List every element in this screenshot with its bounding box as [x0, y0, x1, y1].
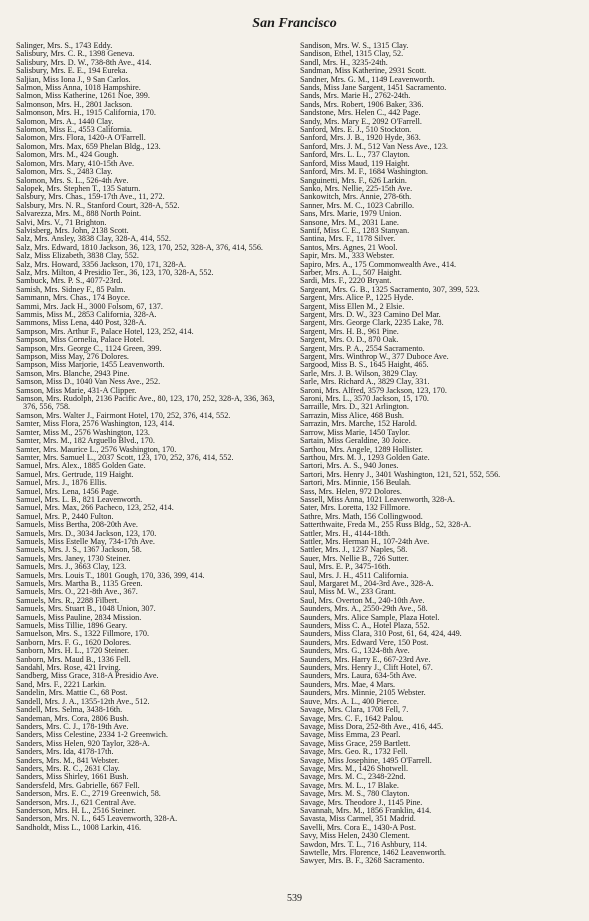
directory-entry: Samter, Mrs. Maurice L., 2576 Washington, 170. — [16, 445, 177, 454]
directory-entry: Samuel, Mrs. Max, 266 Pacheco, 123, 252, 414. — [16, 504, 174, 513]
directory-entry: Savage, Mrs. Geo. R., 1732 Fell. — [300, 748, 408, 757]
directory-entry: Sarrow, Miss Marie, 1450 Taylor. — [300, 428, 410, 437]
directory-entry: Sanders, Mrs. R. C., 2631 Clay. — [16, 764, 120, 773]
directory-entry: Samuels, Miss Tillie, 1896 Geary. — [16, 622, 128, 631]
directory-entry: Sarber, Mrs. A. L., 507 Haight. — [300, 268, 402, 277]
directory-entry: Saunders, Mrs. Alice Sample, Plaza Hotel. — [300, 613, 440, 622]
directory-entry: Sands, Mrs. Marie H., 2762-24th. — [300, 92, 411, 101]
directory-entry: Samuels, Mrs. Louis T., 1801 Gough, 170, 336, 399, 414. — [16, 571, 205, 580]
directory-entry: Salmonson, Mrs. H., 2801 Jackson. — [16, 100, 133, 109]
directory-entry: Sargent, Miss Ellen M., 2 Elsie. — [300, 302, 405, 311]
directory-entry: Savage, Miss Grace, 259 Bartlett. — [300, 739, 411, 748]
directory-entry: Sardi, Mrs. F., 2220 Bryant. — [300, 277, 392, 286]
directory-entry: Samuel, Mrs. Gertrude, 119 Haight. — [16, 470, 134, 479]
directory-entry: Santif, Miss C. E., 1283 Stanyan. — [300, 226, 410, 235]
directory-entry: Sandholdt, Miss L., 1008 Larkin, 416. — [16, 823, 142, 832]
directory-entry: Sargent, Mrs. H. B., 961 Pine. — [300, 327, 399, 336]
directory-entry: Samuels, Miss Pauline, 2834 Mission. — [16, 613, 142, 622]
directory-entry: Samson, Mrs. Blanche, 2943 Pine. — [16, 369, 130, 378]
directory-entry: Sanford, Mrs. L. L., 737 Clayton. — [300, 151, 410, 160]
directory-entry: Saunders, Mrs. Minnie, 2105 Webster. — [300, 689, 426, 698]
directory-entry: Samuel, Mrs. J., 1876 Ellis. — [16, 479, 107, 488]
directory-entry: Sargent, Mrs. Alice P., 1225 Hyde. — [300, 294, 414, 303]
directory-entry: Sands, Mrs. Robert, 1906 Baker, 336. — [300, 100, 424, 109]
directory-entry: Samuels, Mrs. J. S., 1367 Jackson, 58. — [16, 546, 142, 555]
directory-entry: Samson, Mrs. Walter J., Fairmont Hotel, 170, 252, 376, 414, 552. — [16, 411, 231, 420]
directory-entry: Samuelson, Mrs. S., 1322 Fillmore, 170. — [16, 630, 150, 639]
directory-entry: Samuel, Mrs. P., 2440 Fulton. — [16, 512, 114, 521]
directory-entry: Saunders, Miss C. A., Hotel Plaza, 552. — [300, 622, 430, 631]
directory-entry: Sammann, Mrs. Chas., 174 Boyce. — [16, 294, 130, 303]
directory-entry: Sassell, Miss Anna, 1021 Leavenworth, 328-A. — [300, 495, 455, 504]
directory-entry: Savage, Mrs. Clara, 1708 Fell, 7. — [300, 706, 409, 715]
directory-entry: Savy, Miss Helen, 2430 Clement. — [300, 832, 410, 841]
directory-entry: Sanborn, Mrs. H. L., 1720 Steiner. — [16, 647, 130, 656]
directory-entry: Satterthwaite, Freda M., 255 Russ Bldg., 52, 328-A. — [300, 521, 472, 530]
directory-entry: Savage, Mrs. M. C., 2348-22nd. — [300, 773, 406, 782]
directory-entry: Sattler, Mrs. Herman H., 107-24th Ave. — [300, 537, 430, 546]
directory-entry: Samuel, Mrs. L. B., 821 Leavenworth. — [16, 495, 143, 504]
directory-entry: Sanko, Mrs. Nellie, 225-15th Ave. — [300, 184, 413, 193]
directory-entry: Santina, Mrs. F., 1178 Silver. — [300, 235, 396, 244]
directory-entry: Sanders, Mrs. Ida, 4178-17th. — [16, 748, 114, 757]
right-column — [300, 42, 570, 866]
directory-entry: Samuels, Mrs. O., 221-8th Ave., 367. — [16, 588, 138, 597]
directory-entry: Sanderson, Mrs. J., 621 Central Ave. — [16, 798, 136, 807]
directory-entry: Sandison, Ethel, 1315 Clay, 52. — [300, 50, 404, 59]
directory-entry: Saul, Margaret M., 204-3rd Ave., 328-A. — [300, 580, 434, 588]
directory-entry: Sartori, Mrs. A. S., 940 Jones. — [300, 462, 399, 471]
directory-entry: Savasta, Miss Carmel, 351 Madrid. — [300, 815, 416, 824]
directory-entry: Samuels, Miss Estelle May, 734-17th Ave. — [16, 537, 155, 546]
directory-entry: Salisbury, Mrs. C. R., 1398 Geneva. — [16, 50, 135, 59]
directory-entry: Sauve, Mrs. A. L., 400 Pierce. — [300, 697, 399, 706]
directory-entry: Sarle, Mrs. Richard A., 3829 Clay, 331. — [300, 378, 430, 387]
directory-entry: Salz, Mrs. Howard, 3356 Jackson, 170, 171, 328-A. — [16, 260, 187, 269]
directory-entry: Sanford, Mrs. J. M., 512 Van Ness Ave., 123. — [300, 142, 448, 151]
directory-entry: Sammons, Miss Lena, 440 Post, 328-A. — [16, 319, 147, 328]
directory-entry: Salomon, Mrs. Mary, 410-15th Ave. — [16, 159, 135, 168]
directory-entry: Samuels, Mrs. Martha B., 1135 Green. — [16, 580, 143, 588]
directory-entry: Sathre, Mrs. Math, 156 Collingwood. — [300, 512, 423, 521]
directory-entry: Samuels, Miss Bertha, 208-20th Ave. — [16, 521, 138, 530]
directory-entry: Sarthou, Mrs. M. J., 1293 Golden Gate. — [300, 453, 430, 462]
directory-entry: Sarthou, Mrs. Angele, 1289 Hollister. — [300, 445, 423, 454]
directory-entry: Sattler, Mrs. H., 4144-18th. — [300, 529, 391, 538]
directory-entry: Sammi, Mrs. Jack H., 3000 Folsom, 67, 137. — [16, 302, 163, 311]
directory-entry: Sanderson, Mrs. N. L., 645 Leavenworth, 328-A. — [16, 815, 178, 824]
directory-entry: Savage, Miss Dora, 252-8th Ave., 416, 445. — [300, 722, 444, 731]
directory-entry: Salz, Mrs. Milton, 4 Presidio Ter., 36, 123, 170, 328-A, 552. — [16, 268, 214, 277]
page-title: San Francisco — [252, 16, 337, 31]
directory-entry: Sawyer, Mrs. B. F., 3268 Sacramento. — [300, 857, 425, 866]
directory-entry: Samish, Mrs. Sidney F., 85 Palm. — [16, 285, 126, 294]
directory-entry: Sargent, Mrs. D. W., 323 Camino Del Mar. — [300, 311, 441, 319]
directory-entry: Saunders, Mrs. Henry J., Clift Hotel, 67. — [300, 664, 433, 673]
directory-entry: Saunders, Mrs. Mae, 4 Mars. — [300, 680, 396, 689]
directory-entry: Samuel, Mrs. Lena, 1456 Page. — [16, 487, 119, 496]
directory-entry: Salomon, Miss E., 4553 California. — [16, 126, 132, 135]
directory-entry: Salvi, Mrs. V., 71 Brighton. — [16, 218, 107, 227]
directory-entry: Savage, Miss Emma, 23 Pearl. — [300, 731, 401, 740]
directory-entry: Sarrazin, Mrs. Marche, 152 Harold. — [300, 420, 417, 429]
directory-entry: Saunders, Miss Clara, 310 Post, 61, 64, 424, 449. — [300, 630, 462, 639]
directory-entry: Sampson, Mrs. Arthur F., Palace Hotel, 123, 252, 414. — [16, 327, 194, 336]
directory-entry: Santos, Mrs. Agnes, 21 Wool. — [300, 243, 398, 252]
directory-entry: Salomon, Mrs. Flora, 1420-A O'Farrell. — [16, 134, 146, 143]
directory-entry: Salvisberg, Mrs. John, 2138 Scott. — [16, 226, 129, 235]
directory-entry: Sanford, Mrs. J. B., 1920 Hyde, 363. — [300, 134, 421, 143]
directory-entry: Sapiro, Mrs. A., 175 Commonwealth Ave., 414. — [300, 260, 457, 269]
directory-entry: Sargent, Mrs. Winthrop W., 377 Duboce Ave. — [300, 353, 449, 362]
directory-entry: Savannah, Mrs. M., 1856 Franklin, 414. — [300, 806, 432, 815]
directory-entry: Samuels, Mrs. R., 2288 Filbert. — [16, 596, 120, 605]
directory-entry: Sambuck, Mrs. P. S., 4077-23rd. — [16, 277, 123, 286]
directory-entry: Sartori, Mrs. Minnie, 156 Beulah. — [300, 479, 411, 488]
directory-entry: Sans, Mrs. Marie, 1979 Union. — [300, 210, 402, 219]
directory-entry: Sarle, Mrs. J. B. Wilson, 3829 Clay. — [300, 369, 418, 378]
directory-entry: Sampson, Miss Cornelia, Palace Hotel. — [16, 336, 145, 345]
directory-entry: Salmon, Miss Katherine, 1261 Noe, 399. — [16, 92, 150, 101]
directory-entry: Saroni, Mrs. Alfred, 3579 Jackson, 123, 170. — [300, 386, 447, 395]
directory-entry: Salz, Mrs. Edward, 1810 Jackson, 36, 123, 170, 252, 328-A, 376, 414, 556. — [16, 243, 263, 252]
directory-entry: Sandell, Mrs. Selma, 3438-16th. — [16, 706, 123, 715]
directory-entry: Sargood, Miss B. S., 1645 Haight, 465. — [300, 361, 429, 370]
directory-entry: Samson, Miss Marie, 431-A Clipper. — [16, 386, 137, 395]
directory-entry: Samter, Mrs. M., 182 Arguello Blvd., 170. — [16, 437, 155, 446]
directory-entry: Samuel, Mrs. Alex., 1885 Golden Gate. — [16, 462, 146, 471]
directory-entry: Sansone, Mrs. M., 2031 Lane. — [300, 218, 399, 227]
directory-entry: Samter, Miss M., 2576 Washington, 123. — [16, 428, 150, 437]
directory-entry: Savage, Mrs. M., 1426 Shotwell. — [300, 764, 409, 773]
page-number: 539 — [287, 893, 302, 904]
directory-entry: Saljian, Miss Iona J., 9 San Carlos. — [16, 75, 131, 84]
directory-entry: Sandner, Mrs. G. M., 1149 Leavenworth. — [300, 75, 435, 84]
directory-entry: Sandeman, Mrs. Cora, 2806 Bush. — [16, 714, 129, 723]
directory-entry: Sanders, Miss Shirley, 1661 Bush. — [16, 773, 129, 782]
directory-entry: Sanguinetti, Mrs. F., 626 Larkin. — [300, 176, 407, 185]
directory-entry: Samuels, Mrs. D., 3034 Jackson, 123, 170. — [16, 529, 157, 538]
directory-entry: Salz, Mrs. Ansley, 3838 Clay, 328-A, 414, 552. — [16, 235, 171, 244]
directory-entry: Sanford, Mrs. M. F., 1684 Washington. — [300, 168, 428, 177]
directory-entry: Sand, Mrs. F., 2221 Larkin. — [16, 680, 107, 689]
directory-entry: Salomon, Mrs. Max, 659 Phelan Bldg., 123. — [16, 142, 161, 151]
directory-entry: Salmon, Miss Anna, 1018 Hampshire. — [16, 84, 141, 93]
left-column — [16, 42, 286, 832]
directory-entry: Savage, Miss Josephine, 1495 O'Farrell. — [300, 756, 432, 765]
directory-entry: Sater, Mrs. Loretta, 132 Fillmore. — [300, 504, 411, 513]
directory-entry: Salopek, Mrs. Stephen T., 135 Saturn. — [16, 184, 141, 193]
directory-entry: Sartori, Mrs. Henry J., 3401 Washington, 121, 521, 552, 556. — [300, 470, 501, 479]
directory-entry: Salsbury, Mrs. Chas., 159-17th Ave., 11, 272. — [16, 193, 165, 202]
directory-entry: Sass, Mrs. Helen, 972 Dolores. — [300, 487, 402, 496]
directory-entry: Sartain, Miss Geraldine, 30 Joice. — [300, 437, 411, 446]
directory-entry: Sanford, Mrs. E. J., 510 Stockton. — [300, 126, 412, 135]
directory-entry: Sandahl, Mrs. Rose, 421 Irving. — [16, 664, 121, 673]
directory-entry: Salz, Miss Elizabeth, 3838 Clay, 552. — [16, 252, 139, 261]
directory-entry: Sanborn, Mrs. Maud B., 1336 Fell. — [16, 655, 131, 664]
directory-entry: Salomon, Mrs. S., 2483 Clay. — [16, 168, 113, 177]
directory-entry: Samuels, Mrs. J., 3663 Clay, 123. — [16, 563, 127, 572]
directory-entry: Sanders, Mrs. M., 841 Webster. — [16, 756, 120, 765]
directory-entry: Sanner, Mrs. M. C., 1023 Cabrillo. — [300, 201, 415, 210]
directory-entry: Saul, Mrs. J. H., 4511 California. — [300, 571, 409, 580]
directory-entry: Saunders, Mrs. Harry E., 667-23rd Ave. — [300, 655, 431, 664]
directory-entry: Sandstone, Mrs. Helen C., 442 Page. — [300, 109, 421, 118]
directory-entry: Saul, Mrs. Overton M., 240-10th Ave. — [300, 596, 425, 605]
directory-entry: Sands, Miss Jane Sargent, 1451 Sacramento. — [300, 84, 447, 93]
directory-entry: Sargeant, Mrs. G. B., 1325 Sacramento, 307, 399, 523. — [300, 285, 480, 294]
directory-entry: Salomon, Mrs. A., 1440 Clay. — [16, 117, 114, 126]
directory-entry: Samson, Mrs. Rudolph, 2136 Pacific Ave., 80, 123, 170, 252, 328-A, 336, 363, 376, 556, 758. — [16, 395, 275, 412]
directory-entry: Sanford, Miss Maud, 119 Haight. — [300, 159, 410, 168]
directory-entry: Samuels, Mrs. Stuart B., 1048 Union, 307. — [16, 605, 156, 614]
directory-entry: Samuels, Mrs. Janey, 1730 Steiner. — [16, 554, 131, 563]
directory-entry: Saunders, Mrs. Laura, 634-5th Ave. — [300, 672, 417, 681]
directory-entry: Sankowitch, Mrs. Annie, 278-6th. — [300, 193, 412, 202]
directory-entry: Samter, Mrs. Samuel L., 2037 Scott, 123, 170, 252, 376, 414, 552. — [16, 453, 234, 462]
directory-entry: Sapir, Mrs. M., 333 Webster. — [300, 252, 395, 261]
directory-entry: Samson, Miss D., 1040 Van Ness Ave., 252. — [16, 378, 161, 387]
directory-entry: Savage, Mrs. Theodore J., 1145 Pine. — [300, 798, 423, 807]
directory-entry: Salsbury, Mrs. N. R., Stanford Court, 328-A, 552. — [16, 201, 180, 210]
directory-entry: Saunders, Mrs. A., 2550-29th Ave., 58. — [300, 605, 428, 614]
directory-entry: Sandersfeld, Mrs. Gabrielle, 667 Fell. — [16, 781, 140, 790]
directory-entry: Sargent, Mrs. George Clark, 2235 Lake, 78. — [300, 319, 444, 328]
directory-entry: Savage, Mrs. M. L., 17 Blake. — [300, 781, 399, 790]
directory-entry: Sandy, Mrs. Mary E., 2092 O'Farrell. — [300, 117, 422, 126]
directory-entry: Saul, Mrs. E. P., 3475-16th. — [300, 563, 391, 572]
directory-entry: Salomon, Mrs. S. L., 526-4th Ave. — [16, 176, 129, 185]
directory-entry: Savage, Mrs. M. S., 780 Clayton. — [300, 790, 410, 799]
directory-entry: Salinger, Mrs. S., 1743 Eddy. — [16, 42, 113, 50]
directory-entry: Sandberg, Miss Grace, 318-A Presidio Ave. — [16, 672, 159, 681]
directory-entry: Saul, Miss M. W., 233 Grant. — [300, 588, 396, 597]
directory-entry: Sanders, Miss Celestine, 2334 1-2 Greenwich. — [16, 731, 168, 740]
directory-entry: Samter, Miss Flora, 2576 Washington, 123, 414. — [16, 420, 175, 429]
directory-entry: Sawdon, Mrs. T. L., 716 Ashbury, 114. — [300, 840, 427, 849]
directory-entry: Sandelin, Mrs. Mattie C., 68 Post. — [16, 689, 128, 698]
directory-entry: Sanderson, Mrs. E. C., 2719 Greenwich, 58. — [16, 790, 161, 799]
directory-entry: Sandl, Mrs. H., 3235-24th. — [300, 58, 388, 67]
directory-entry: Sargent, Mrs. P. A., 2554 Sacramento. — [300, 344, 425, 353]
directory-entry: Sammis, Miss M., 2853 California, 328-A. — [16, 311, 157, 319]
directory-entry: Sanborn, Mrs. F. G., 1620 Dolores. — [16, 638, 132, 647]
directory-entry: Sampson, Miss May, 276 Dolores. — [16, 353, 129, 362]
directory-entry: Saroni, Mrs. L., 3570 Jackson, 15, 170. — [300, 395, 429, 404]
directory-entry: Salomon, Mrs. M., 424 Gough. — [16, 151, 119, 160]
directory-entry: Sampson, Miss Marjorie, 1455 Leavenworth. — [16, 361, 165, 370]
directory-entry: Savelli, Mrs. Cora E., 1430-A Post. — [300, 823, 416, 832]
directory-entry: Salmonson, Mrs. H., 1915 California, 170. — [16, 109, 156, 118]
directory-entry: Sandison, Mrs. W. S., 1315 Clay. — [300, 42, 409, 50]
directory-entry: Sawtelle, Mrs. Florence, 1462 Leavenworth. — [300, 849, 446, 857]
directory-entry: Sargent, Mrs. O. D., 870 Oak. — [300, 336, 399, 345]
directory-entry: Sauer, Mrs. Nellie B., 726 Sutter. — [300, 554, 409, 563]
directory-entry: Sattler, Mrs. J., 1237 Naples, 58. — [300, 546, 408, 555]
directory-entry: Savage, Mrs. C. F., 1642 Palou. — [300, 714, 404, 723]
directory-entry: Saunders, Mrs. G., 1324-8th Ave. — [300, 647, 410, 656]
directory-entry: Saunders, Mrs. Edward Vere, 150 Post. — [300, 638, 429, 647]
directory-entry: Sanders, Mrs. C. J., 178-19th Ave. — [16, 722, 129, 731]
directory-entry: Salvarezza, Mrs. M., 888 North Point. — [16, 210, 142, 219]
directory-entry: Sandman, Miss Katherine, 2931 Scott. — [300, 67, 427, 76]
directory-entry: Sanders, Miss Helen, 920 Taylor, 328-A. — [16, 739, 150, 748]
directory-entry: Salisbury, Mrs. E. E., 194 Eureka. — [16, 67, 128, 76]
directory-entry: Sanderson, Mrs. H. L., 2516 Steiner. — [16, 806, 136, 815]
directory-entry: Sarrazin, Miss Alice, 468 Bush. — [300, 411, 404, 420]
directory-entry: Sandell, Mrs. J. A., 1355-12th Ave., 512. — [16, 697, 150, 706]
directory-entry: Sarraille, Mrs. D., 321 Arlington. — [300, 403, 409, 412]
directory-entry: Sampson, Mrs. George C., 1124 Green, 399. — [16, 344, 162, 353]
directory-entry: Salisbury, Mrs. D. W., 738-8th Ave., 414. — [16, 58, 152, 67]
